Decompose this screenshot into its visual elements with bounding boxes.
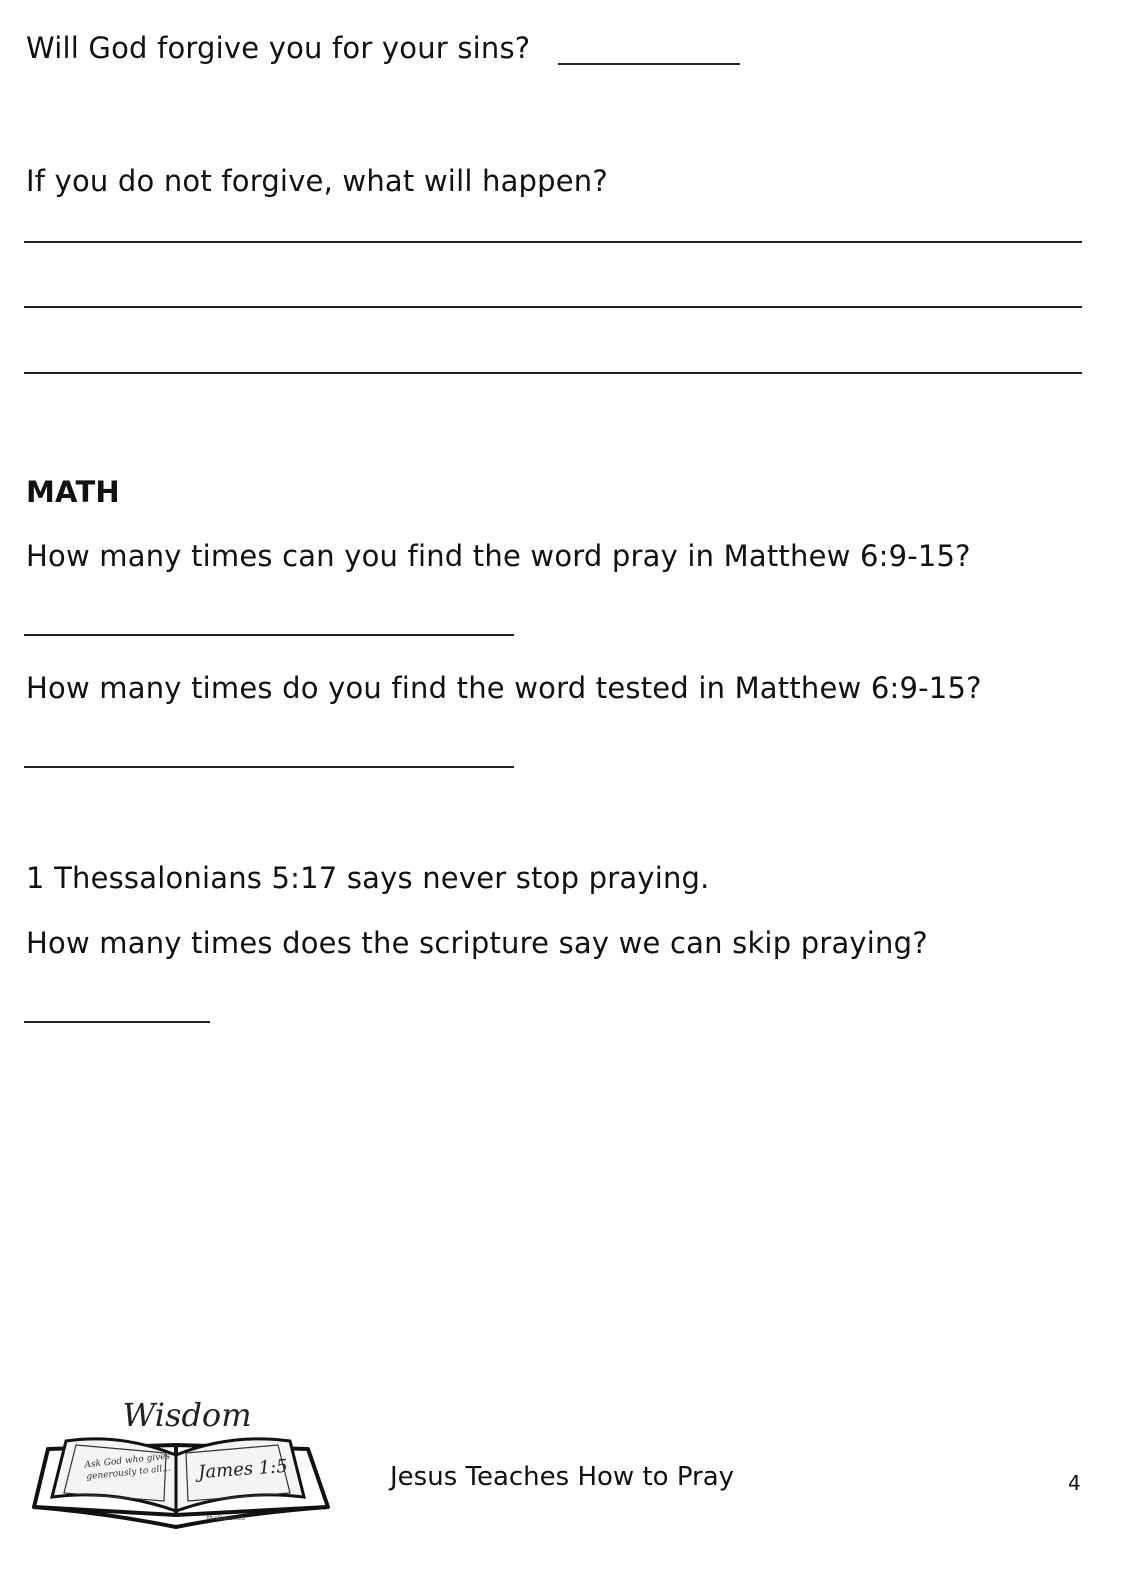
math-question-pray-count: How many times can you find the word pray in Matthew 6:9-15? xyxy=(26,539,971,573)
logo-right-page-text: James 1:5 xyxy=(197,1455,289,1484)
answer-line-3[interactable] xyxy=(24,372,1082,374)
logo-wisdom-word: Wisdom xyxy=(122,1396,252,1434)
logo-left-page-text: Ask God who gives generously to all... xyxy=(84,1451,172,1483)
answer-blank-skip-praying[interactable] xyxy=(24,1021,210,1023)
logo-credit: MrsDavsweb xyxy=(206,1515,246,1522)
math-question-skip-praying: How many times does the scripture say we can skip praying? xyxy=(26,926,928,960)
answer-line-2[interactable] xyxy=(24,306,1082,308)
answer-blank-pray-count[interactable] xyxy=(24,634,514,636)
math-question-tested-count: How many times do you find the word tested in Matthew 6:9-15? xyxy=(26,671,982,705)
question-if-not-forgive: If you do not forgive, what will happen? xyxy=(26,164,608,198)
open-book-icon xyxy=(26,1395,336,1535)
thessalonians-statement: 1 Thessalonians 5:17 says never stop praying. xyxy=(26,861,710,895)
question-god-forgive: Will God forgive you for your sins? xyxy=(26,31,531,65)
answer-blank-tested-count[interactable] xyxy=(24,766,514,768)
wisdom-bible-logo xyxy=(26,1395,336,1535)
answer-line-1[interactable] xyxy=(24,241,1082,243)
answer-blank-god-forgive[interactable] xyxy=(558,63,740,65)
footer-title: Jesus Teaches How to Pray xyxy=(390,1462,735,1492)
page-number: 4 xyxy=(1068,1471,1081,1495)
math-heading: MATH xyxy=(26,475,120,509)
